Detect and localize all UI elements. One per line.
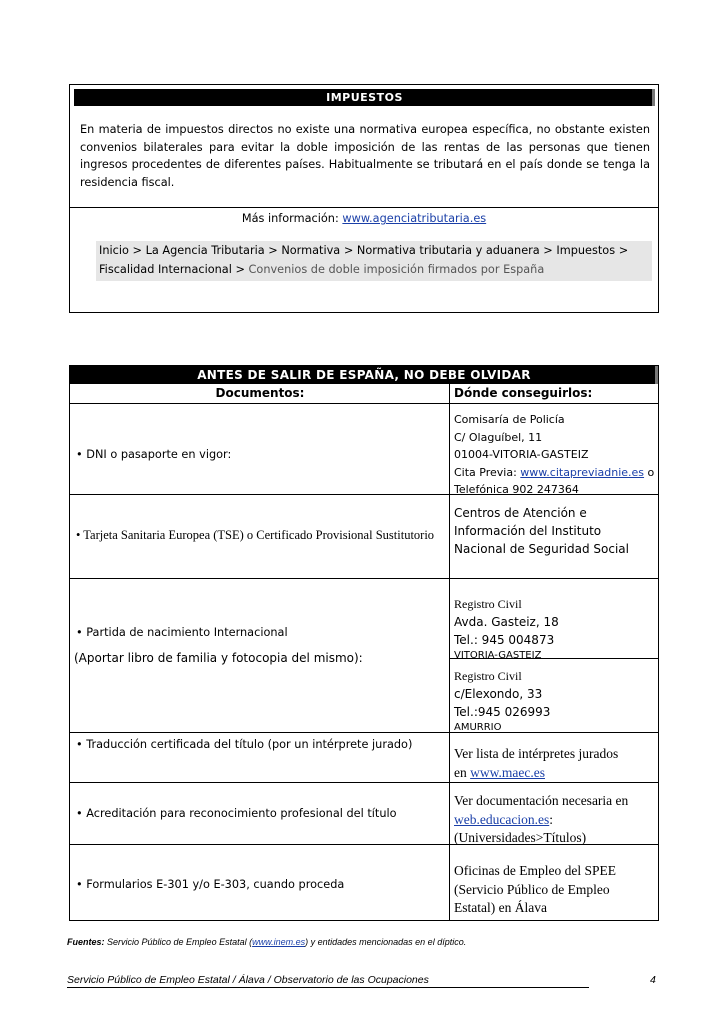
impuestos-paragraph: En materia de impuestos directos no existe una normativa europea específica, no obstante existen convenios bilaterales para evitar la doble imposición de las rentas de las personas que tienen ingresos procedentes de diferentes países. Habitualmente se tributará en el país donde se tenga la residencia fiscal.: [80, 123, 650, 189]
where-line: Tel.:945 026993: [454, 705, 551, 719]
educacion-link[interactable]: web.educacion.es: [454, 811, 550, 827]
breadcrumb-sep: >: [615, 244, 629, 257]
footnote-text: ) y entidades mencionadas en el díptico.: [305, 937, 467, 947]
breadcrumb-sep: >: [128, 244, 146, 257]
doc-partida-note: (Aportar libro de familia y fotocopia del mismo):: [74, 651, 363, 665]
page-number: 4: [650, 974, 656, 986]
where-line: Oficinas de Empleo del SPEE: [454, 863, 616, 878]
maec-link[interactable]: www.maec.es: [470, 765, 545, 780]
divider: [70, 207, 658, 208]
breadcrumb: [96, 241, 652, 281]
where-line: 01004-VITORIA-GASTEIZ: [454, 448, 589, 461]
where-line: Comisaría de Policía: [454, 413, 565, 426]
where-text: o: [644, 465, 655, 479]
footnote-label: Fuentes:: [67, 937, 105, 947]
where-partida-amurrio: [454, 667, 550, 735]
col-documents: Documentos:: [215, 386, 305, 400]
where-line: Estatal) en Álava: [454, 900, 547, 915]
footnote-text: Servicio Público de Empleo Estatal (: [104, 937, 253, 947]
where-line: (Universidades>Títulos): [454, 830, 587, 845]
checklist-header: [70, 366, 658, 384]
breadcrumb-fiscalidad[interactable]: Fiscalidad Internacional: [99, 263, 232, 276]
where-line: c/Elexondo, 33: [454, 687, 543, 701]
doc-partida: • Partida de nacimiento Internacional: [76, 626, 288, 639]
impuestos-header: [74, 89, 655, 106]
column-divider: [449, 384, 450, 920]
where-text: Cita Previa:: [454, 465, 521, 479]
where-formularios: [454, 862, 616, 918]
where-line: [454, 763, 618, 782]
where-line: Registro Civil: [454, 669, 522, 683]
doc-acreditacion: • Acreditación para reconocimiento profesional del título: [76, 807, 397, 820]
where-line: Ver lista de intérpretes jurados: [454, 746, 619, 761]
breadcrumb-normativa[interactable]: Normativa: [281, 244, 341, 257]
where-line: C/ Olaguíbel, 11: [454, 430, 543, 444]
where-line: (Servicio Público de Empleo: [454, 881, 610, 897]
agenciatributaria-link[interactable]: www.agenciatributaria.es: [342, 212, 487, 225]
impuestos-box: [69, 84, 659, 313]
checklist-title: ANTES DE SALIR DE ESPAÑA, NO DEBE OLVIDAR: [197, 368, 531, 382]
footnote: [67, 937, 466, 947]
where-line: Tel.: 945 004873: [454, 633, 555, 647]
where-line: AMURRIO: [454, 722, 502, 733]
breadcrumb-impuestos[interactable]: Impuestos: [556, 244, 616, 257]
header-notch: [655, 366, 658, 384]
doc-traduccion: • Traducción certificada del título (por un intérprete jurado): [76, 738, 413, 751]
inem-link[interactable]: www.inem.es: [252, 937, 306, 947]
where-text: en: [454, 765, 471, 780]
where-text: :: [549, 811, 553, 827]
doc-tse: • Tarjeta Sanitaria Europea (TSE) o Certificado Provisional Sustitutorio: [76, 528, 435, 542]
row-divider: [70, 403, 658, 404]
row-divider: [70, 578, 658, 579]
where-line: Nacional de Seguridad Social: [454, 542, 629, 556]
more-info: [70, 212, 658, 225]
page-footer: Servicio Público de Empleo Estatal / Álava / Observatorio de las Ocupaciones: [67, 974, 589, 988]
where-line: Información del Instituto: [454, 524, 602, 538]
doc-dni: • DNI o pasaporte en vigor:: [76, 448, 232, 461]
impuestos-title: IMPUESTOS: [326, 91, 403, 104]
where-acreditacion: [454, 792, 628, 848]
where-line: Registro Civil: [454, 597, 522, 611]
where-line: [454, 811, 628, 830]
breadcrumb-normativa-tributaria[interactable]: Normativa tributaria y aduanera: [356, 244, 540, 257]
row-divider: [70, 782, 658, 783]
breadcrumb-sep: >: [264, 244, 282, 257]
breadcrumb-sep: >: [340, 244, 357, 257]
doc-formularios: • Formularios E-301 y/o E-303, cuando proceda: [76, 878, 345, 891]
more-info-label: Más información:: [241, 212, 343, 225]
breadcrumb-agencia[interactable]: La Agencia Tributaria: [145, 244, 265, 257]
col-where: Dónde conseguirlos:: [454, 386, 593, 400]
checklist-table: [69, 365, 659, 921]
breadcrumb-sep: >: [539, 244, 557, 257]
where-line: Centros de Atención e: [454, 506, 587, 520]
where-line: [454, 464, 654, 482]
header-notch: [652, 89, 655, 106]
breadcrumb-convenios[interactable]: Convenios de doble imposición firmados por España: [248, 263, 545, 276]
where-dni: [454, 411, 654, 499]
citapreviadnie-link[interactable]: www.citapreviadnie.es: [520, 465, 645, 479]
row-divider: [70, 732, 658, 733]
where-traduccion: [454, 744, 618, 782]
where-tse: [454, 504, 629, 558]
where-line: Avda. Gasteiz, 18: [454, 615, 559, 629]
where-line: Ver documentación necesaria en: [454, 793, 629, 808]
where-line: VITORIA-GASTEIZ: [454, 650, 542, 661]
where-line: Telefónica 902 247364: [454, 483, 579, 496]
breadcrumb-inicio[interactable]: Inicio: [99, 244, 129, 257]
breadcrumb-sep: >: [231, 263, 249, 276]
where-partida-vitoria: [454, 595, 559, 663]
